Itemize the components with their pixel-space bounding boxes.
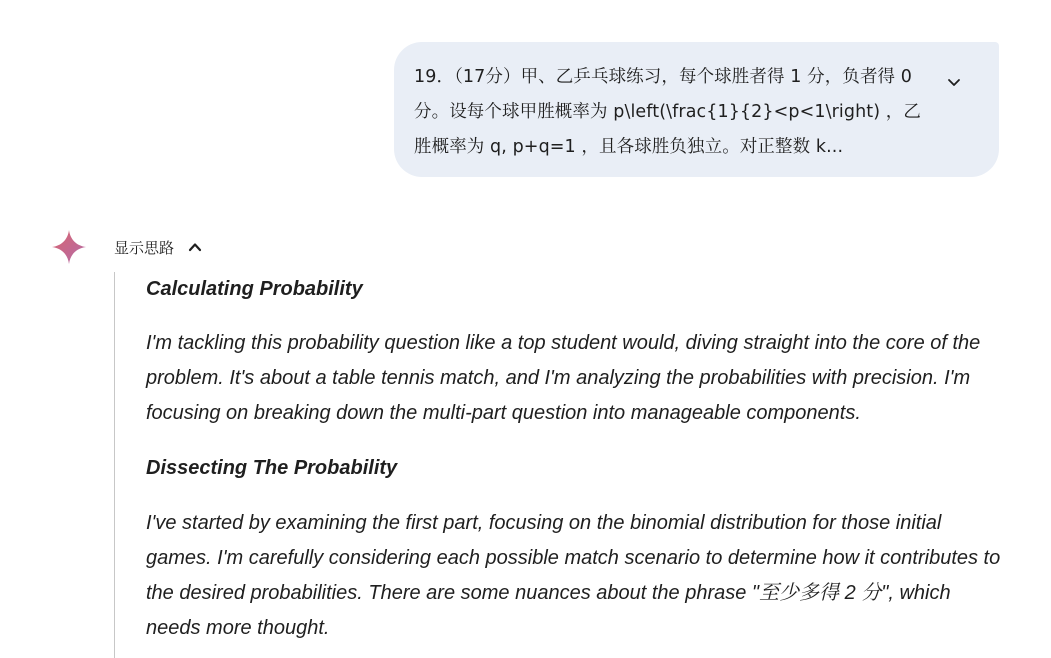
- show-thoughts-label: 显示思路: [114, 238, 175, 257]
- chevron-down-icon: [946, 74, 962, 90]
- user-message-text: 19．（17分）甲、乙乒乓球练习，每个球胜者得 1 分，负者得 0 分。设每个球甲胜概率为 p\left(\frac{1}{2}<p<1\right) ，乙胜概率为 q, p+q=1 ，且各球胜负独立。对正整数 k...: [414, 67, 922, 157]
- thought-heading: Calculating Probability: [146, 278, 363, 300]
- thoughts-panel: [114, 272, 1014, 658]
- thought-heading: Dissecting The Probability: [146, 457, 398, 479]
- user-message-bubble: [394, 42, 999, 177]
- show-thoughts-toggle[interactable]: [114, 236, 203, 258]
- thought-body: I've started by examining the first part, focusing on the binomial distribution for those initial games. I'm carefully considering each possible match scenario to determine how it contributes to the desired probabilities. There are some nuances about the phrase "至少多得 2 分", which needs more thought.: [146, 512, 1001, 639]
- gemini-spark-icon: [51, 229, 87, 265]
- thought-body: I'm tackling this probability question like a top student would, diving straight into the core of the problem. It's about a table tennis match, and I'm analyzing the probabilities with precision. I'm focusing on breaking down the multi-part question into manageable components.: [146, 332, 981, 424]
- expand-message-button[interactable]: [934, 62, 974, 102]
- chevron-up-icon: [187, 239, 203, 255]
